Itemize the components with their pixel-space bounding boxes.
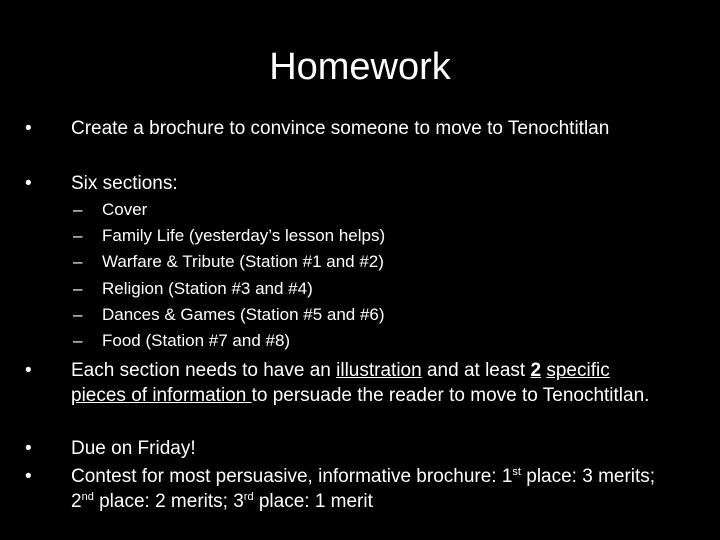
- bullet-icon: •: [25, 173, 32, 194]
- section-label: Dances & Games (Station #5 and #6): [102, 305, 385, 324]
- superscript-st: st: [512, 466, 521, 478]
- section-item: [73, 328, 291, 354]
- bullet-text-part: place: 1 merit: [253, 491, 373, 512]
- bullet-text: Six sections:: [71, 173, 178, 194]
- dash-icon: –: [73, 305, 83, 324]
- bullet-text: Due on Friday!: [71, 438, 196, 459]
- bullet-icon: •: [25, 360, 32, 381]
- section-item: [73, 197, 148, 223]
- superscript-rd: rd: [243, 491, 254, 503]
- section-label: Cover: [102, 200, 148, 219]
- dash-icon: –: [73, 252, 83, 271]
- section-label: Warfare & Tribute (Station #1 and #2): [102, 252, 384, 271]
- slide-title: Homework: [269, 46, 451, 88]
- section-label: Religion (Station #3 and #4): [102, 279, 313, 298]
- bullet-text: Create a brochure to convince someone to move to Tenochtitlan: [71, 118, 610, 139]
- underlined-specific-info: specific pieces of information: [71, 360, 610, 406]
- dash-icon: –: [73, 226, 83, 245]
- dash-icon: –: [73, 331, 83, 350]
- underlined-illustration: illustration: [336, 360, 422, 381]
- section-item: [73, 276, 313, 302]
- section-label: Food (Station #7 and #8): [102, 331, 291, 350]
- dash-icon: –: [73, 279, 83, 298]
- section-item: [73, 249, 384, 275]
- superscript-nd: nd: [81, 491, 94, 503]
- bullet-text-part: to persuade the reader to move to Tenochtitlan.: [251, 385, 650, 406]
- section-item: [73, 302, 385, 328]
- bullet-icon: •: [25, 466, 32, 487]
- bullet-section-requirements: [25, 358, 661, 408]
- dash-icon: –: [73, 200, 83, 219]
- bold-two: 2: [530, 360, 542, 381]
- bullet-text-part: Contest for most persuasive, informative brochure: 1: [71, 466, 513, 487]
- bullet-due-date: [25, 436, 661, 461]
- bullet-contest: [25, 464, 661, 514]
- section-label: Family Life (yesterday’s lesson helps): [102, 226, 386, 245]
- bullet-text-part: place: 3 merits; 2: [71, 466, 656, 512]
- bullet-text-part: Each section needs to have an: [71, 360, 337, 381]
- bullet-six-sections: [25, 171, 661, 196]
- bullet-icon: •: [25, 438, 32, 459]
- bullet-text-part: and at least: [421, 360, 531, 381]
- section-item: [73, 223, 386, 249]
- bullet-text-part: place: 2 merits; 3: [93, 491, 244, 512]
- bullet-icon: •: [25, 118, 32, 139]
- bullet-create-brochure: [25, 116, 661, 141]
